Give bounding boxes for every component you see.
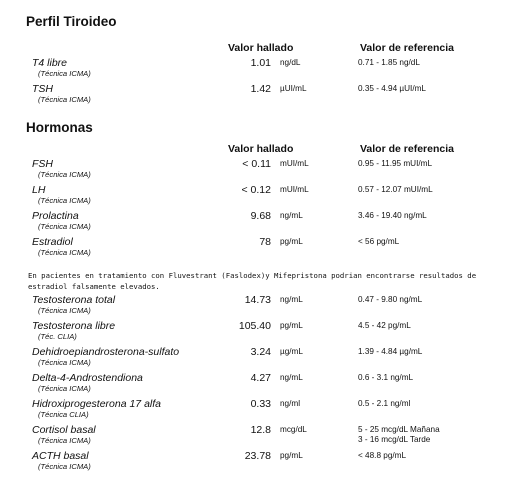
test-reference [358,347,422,357]
test-method: (Téc. CLIA) [38,332,77,341]
test-value: 4.27 [250,372,271,384]
test-value: 9.68 [250,210,271,222]
result-row-hidroxiprogesterona [0,398,529,422]
result-row-tsh [0,83,529,107]
test-unit: ng/mL [280,373,303,382]
reference-line: 0.5 - 2.1 ng/ml [358,399,411,408]
test-method: (Técnica ICMA) [38,69,91,78]
result-row-fsh [0,158,529,182]
reference-line: 0.95 - 11.95 mUI/mL [358,159,433,168]
test-reference [358,321,411,331]
test-unit: mcg/dL [280,425,307,434]
test-value: 3.24 [250,346,271,358]
test-value: 0.33 [250,398,271,410]
result-row-estradiol [0,236,529,260]
test-name: Testosterona libre [32,320,116,332]
reference-line: 0.47 - 9.80 ng/mL [358,295,423,304]
reference-line: 1.39 - 4.84 µg/mL [358,347,423,356]
test-method: (Técnica ICMA) [38,95,91,104]
test-unit: µg/mL [280,347,303,356]
test-unit: ng/mL [280,211,303,220]
test-reference [358,58,420,68]
test-method: (Técnica ICMA) [38,248,91,257]
test-method: (Técnica ICMA) [38,462,91,471]
test-unit: ng/ml [280,399,301,408]
test-unit: pg/mL [280,237,303,246]
test-reference [358,84,426,94]
thyroid-reference-header: Valor de referencia [360,42,454,54]
test-reference [358,425,440,445]
test-name: ACTH basal [32,450,89,462]
test-method: (Técnica ICMA) [38,436,91,445]
result-row-prolactina [0,210,529,234]
reference-line: 4.5 - 42 pg/mL [358,321,411,330]
result-row-testosterona-total [0,294,529,318]
test-name: Hidroxiprogesterona 17 alfa [32,398,161,410]
reference-line: 0.57 - 12.07 mUI/mL [358,185,433,194]
test-name: TSH [32,83,53,95]
test-name: Cortisol basal [32,424,96,436]
reference-line: 0.71 - 1.85 ng/dL [358,58,420,67]
test-value: 1.01 [250,57,271,69]
test-value: 14.73 [244,294,271,306]
test-name: LH [32,184,46,196]
hormones-section-title: Hormonas [26,120,93,135]
test-unit: ng/dL [280,58,301,67]
test-name: Delta-4-Androstendiona [32,372,143,384]
test-unit: mUI/mL [280,185,309,194]
test-method: (Técnica ICMA) [38,358,91,367]
test-value: 78 [259,236,271,248]
test-method: (Técnica ICMA) [38,222,91,231]
reference-line: 0.6 - 3.1 ng/mL [358,373,414,382]
test-value: 1.42 [250,83,271,95]
test-name: Prolactina [32,210,79,222]
hormones-reference-header: Valor de referencia [360,143,454,155]
test-name: T4 libre [32,57,68,69]
test-unit: mUI/mL [280,159,309,168]
test-value: < 0.12 [241,184,271,196]
test-unit: pg/mL [280,451,303,460]
thyroid-section-title: Perfil Tiroideo [26,14,117,29]
test-reference [358,451,406,461]
test-method: (Técnica ICMA) [38,170,91,179]
result-row-dhea-s [0,346,529,370]
test-reference [358,159,432,169]
test-unit: ng/mL [280,295,303,304]
test-method: (Técnica CLIA) [38,410,89,419]
thyroid-value-header: Valor hallado [228,42,294,54]
test-method: (Técnica ICMA) [38,306,91,315]
test-name: Estradiol [32,236,73,248]
reference-line: 3.46 - 19.40 ng/mL [358,211,427,220]
test-reference [358,399,410,409]
hormones-value-header: Valor hallado [228,143,294,155]
test-value: 105.40 [238,320,271,332]
test-name: Dehidroepiandrosterona-sulfato [32,346,180,358]
result-row-testosterona-libre [0,320,529,344]
test-reference [358,237,399,247]
reference-line: < 48.8 pg/mL [358,451,407,460]
test-method: (Técnica ICMA) [38,384,91,393]
test-unit: pg/mL [280,321,303,330]
test-value: < 0.11 [242,158,271,170]
estradiol-interference-note: En pacientes en tratamiento con Fluvestrant (Faslodex)y Mifepristona podrian encontrarse resultados de estradiol falsamente elevados. [28,271,481,291]
result-row-cortisol-basal [0,424,529,448]
reference-line: < 56 pg/mL [358,237,400,246]
test-name: Testosterona total [32,294,116,306]
result-row-delta-4-androstendiona [0,372,529,396]
test-reference [358,185,433,195]
result-row-t4-libre [0,57,529,81]
test-value: 12.8 [250,424,271,436]
result-row-lh [0,184,529,208]
test-unit: µUI/mL [280,84,307,93]
reference-line: 3 - 16 mcg/dL Tarde [358,435,431,444]
test-name: FSH [32,158,53,170]
result-row-acth-basal [0,450,529,474]
test-reference [358,373,413,383]
test-reference [358,211,427,221]
test-method: (Técnica ICMA) [38,196,91,205]
test-value: 23.78 [244,450,271,462]
test-reference [358,295,422,305]
reference-line: 5 - 25 mcg/dL Mañana [358,425,440,434]
reference-line: 0.35 - 4.94 µUI/mL [358,84,426,93]
